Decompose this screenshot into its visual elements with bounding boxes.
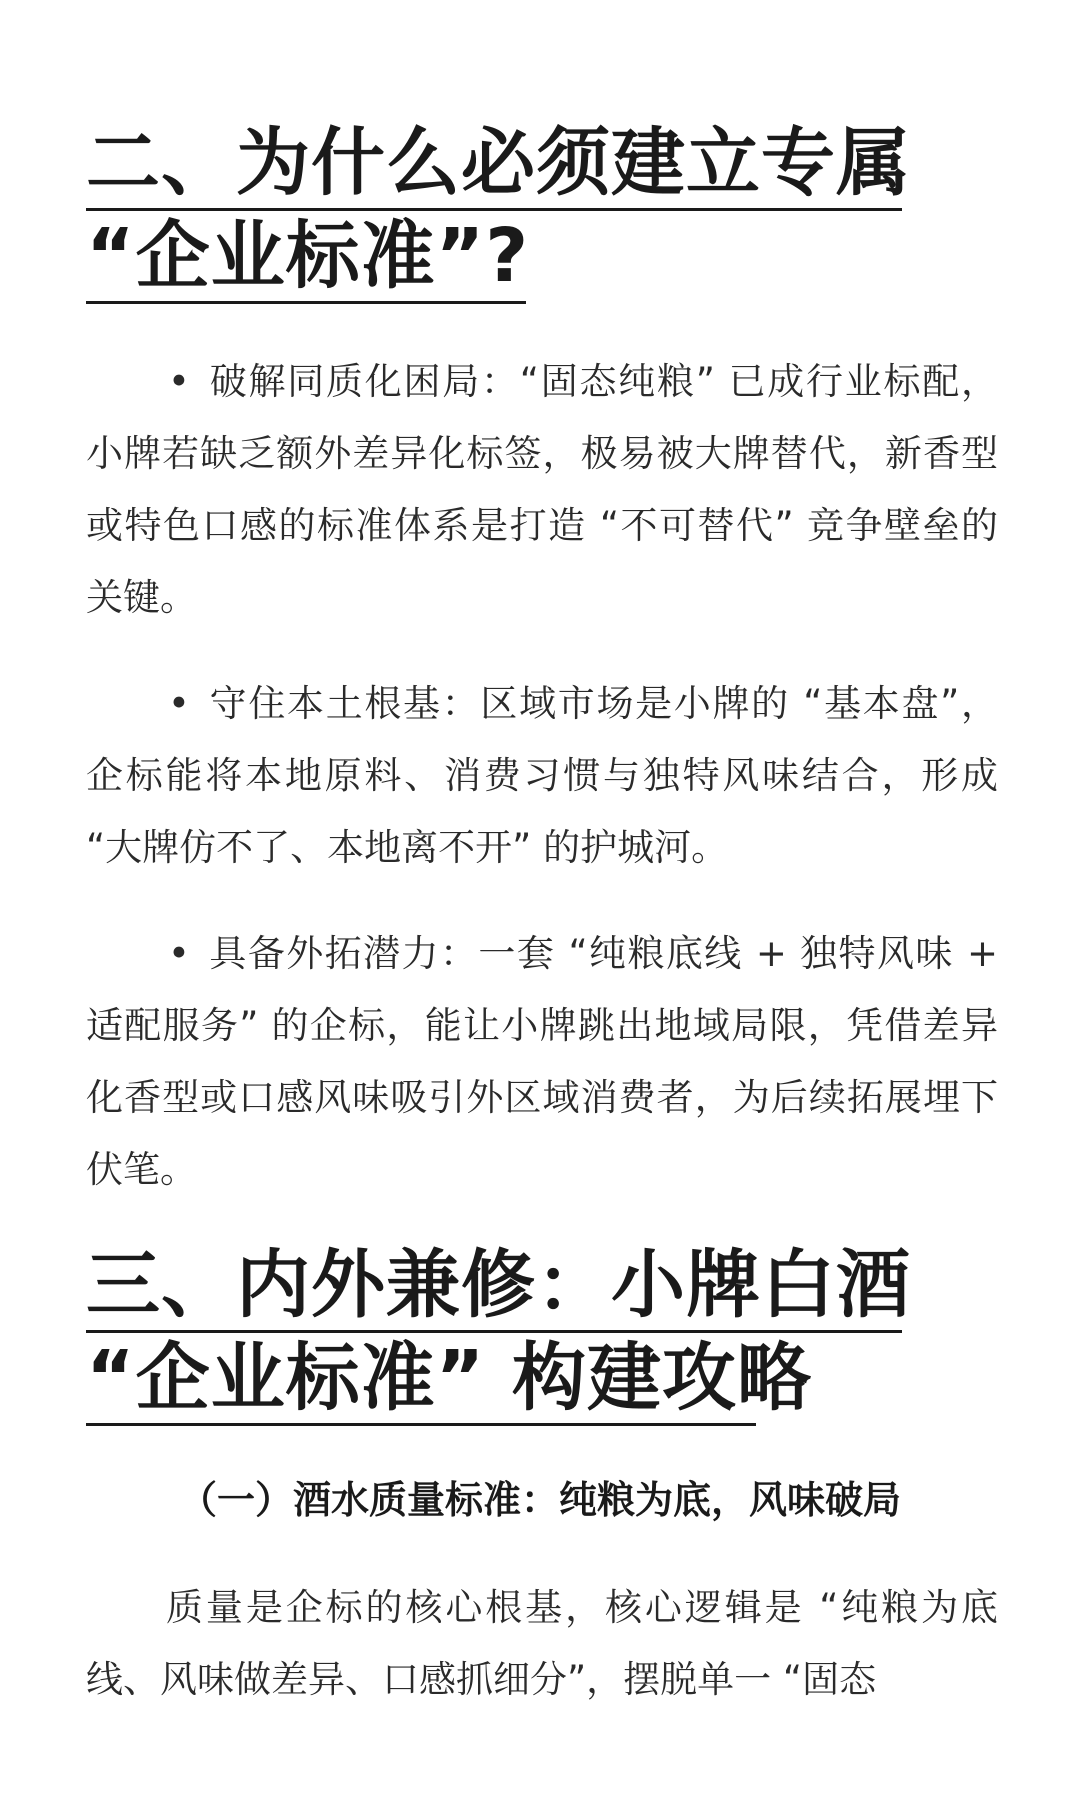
section3-heading — [86, 1240, 911, 1426]
subsection-heading: （一）酒水质量标准：纯粮为底，风味破局 — [178, 1478, 901, 1522]
section2-heading-line1: 二、为什么必须建立专属 — [86, 118, 902, 211]
bullet-marker: • — [168, 932, 190, 975]
bullet-text: 具备外拓潜力：一套 “纯粮底线 + 独特风味 + 适配服务” 的企标，能让小牌跳出地域局限，凭借差异化香型或口感风味吸引外区域消费者，为后续拓展埋下伏笔。 — [86, 932, 998, 1191]
section3-heading-line2: “企业标准” 构建攻略 — [86, 1333, 756, 1426]
bullet-marker: • — [168, 360, 190, 403]
bullet-text: 破解同质化困局：“固态纯粮” 已成行业标配，小牌若缺乏额外差异化标签，极易被大牌替代，新香型或特色口感的标准体系是打造 “不可替代” 竞争壁垒的关键。 — [86, 360, 998, 619]
bullet-text: 守住本土根基：区域市场是小牌的 “基本盘”，企标能将本地原料、消费习惯与独特风味结合，形成 “大牌仿不了、本地离不开” 的护城河。 — [86, 682, 998, 869]
bullet-item-3 — [86, 918, 998, 1206]
bullet-marker: • — [168, 682, 190, 725]
bullet-item-2 — [86, 668, 998, 884]
section3-heading-line1: 三、内外兼修：小牌白酒 — [86, 1240, 902, 1333]
section2-heading-line2: “企业标准”? — [86, 211, 526, 304]
section2-heading — [86, 118, 911, 304]
section3-paragraph: 质量是企标的核心根基，核心逻辑是 “纯粮为底线、风味做差异、口感抓细分”，摆脱单一 “固态 — [86, 1586, 998, 1701]
bullet-item-1 — [86, 346, 998, 634]
